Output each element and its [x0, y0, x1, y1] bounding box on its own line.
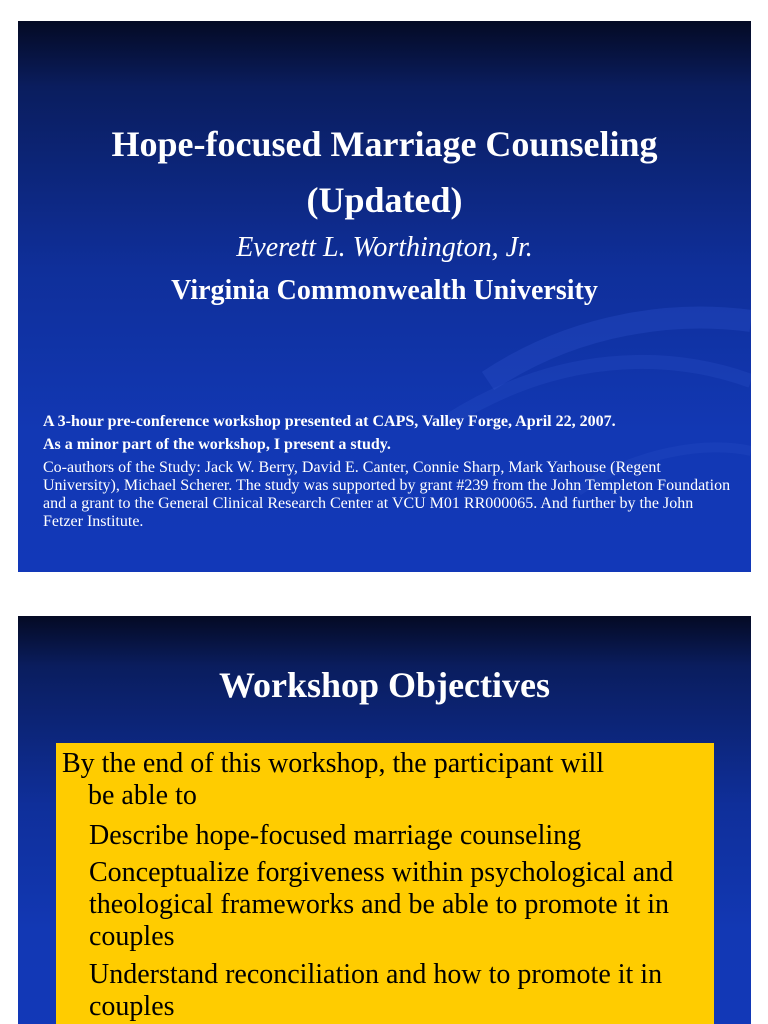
objective-item: Understand reconciliation and how to promote it in couples — [89, 959, 663, 1022]
objectives-box — [56, 743, 714, 1024]
objectives-lead — [62, 748, 702, 812]
objectives-title: Workshop Objectives — [218, 665, 550, 705]
objective-item: Describe hope-focused marriage counseling — [89, 820, 582, 851]
university-name: Virginia Commonwealth University — [171, 275, 598, 306]
workshop-note: A 3-hour pre-conference workshop presented at CAPS, Valley Forge, April 22, 2007. — [43, 413, 616, 430]
objectives-lead-line-2: be able to — [88, 780, 197, 811]
presentation-notes — [43, 413, 733, 531]
objectives-slide — [18, 616, 751, 1024]
slide-title-line-1: Hope-focused Marriage Counseling — [111, 124, 658, 164]
objective-item: Conceptualize forgiveness within psychological and theological frameworks and be able to promote it in couples — [89, 857, 674, 952]
coauthors-note: Co-authors of the Study: Jack W. Berry, David E. Canter, Connie Sharp, Mark Yarhouse (Regent University), Michael Scherer. The study was supported by grant #239 from the John Templeton Foundation and a grant to the General Clinical Research Center at VCU M01 RR000065. And further by the John Fetzer Institute. — [43, 459, 731, 530]
title-slide — [18, 21, 751, 572]
slide-title-line-2: (Updated) — [306, 180, 463, 220]
study-note: As a minor part of the workshop, I present a study. — [43, 436, 391, 453]
objectives-lead-line-1: By the end of this workshop, the participant will — [62, 748, 605, 779]
author-name: Everett L. Worthington, Jr. — [236, 232, 533, 263]
